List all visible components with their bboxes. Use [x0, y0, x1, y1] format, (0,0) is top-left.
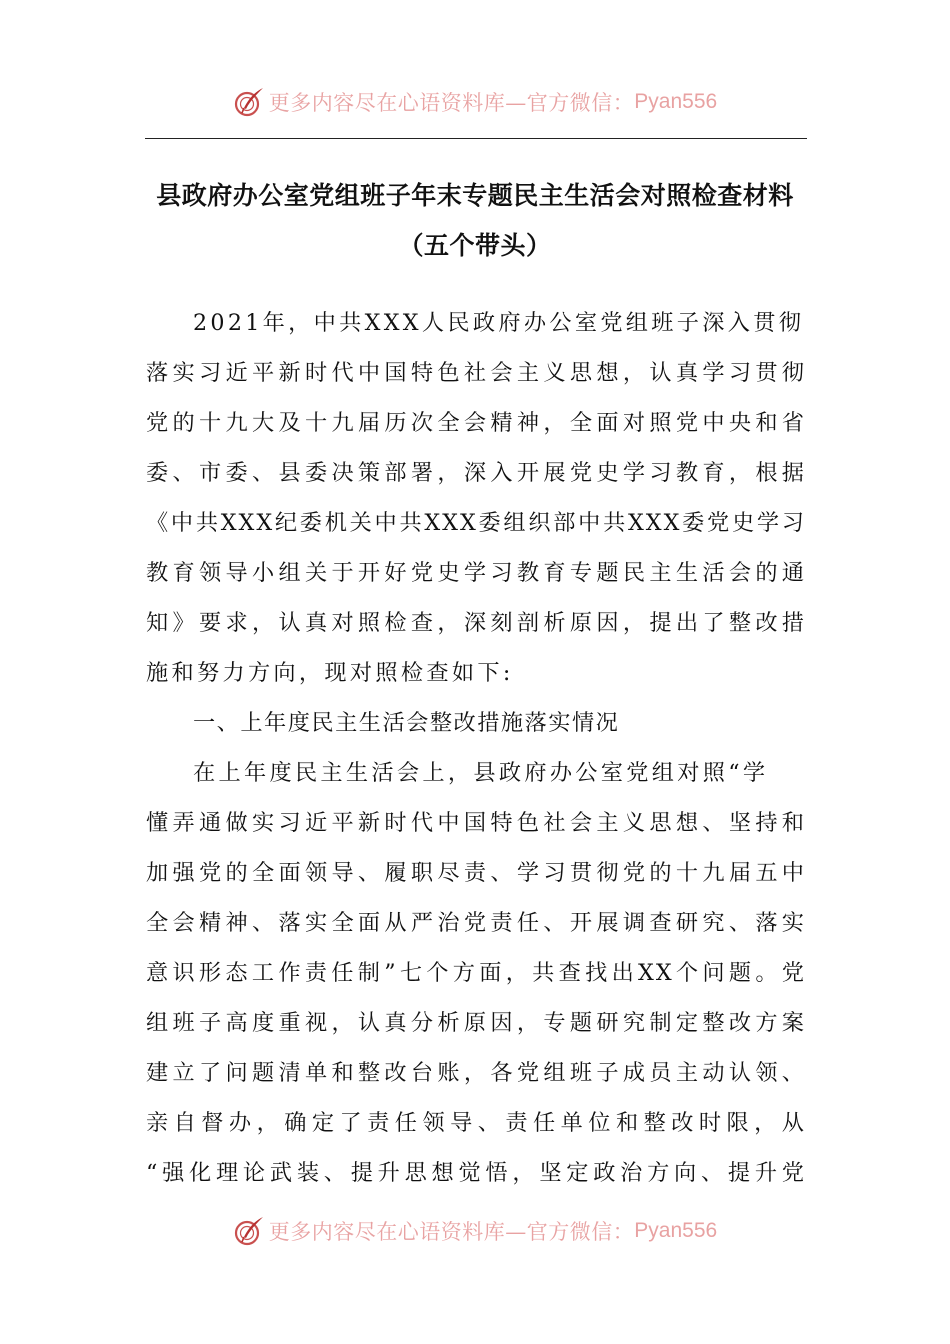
paragraph-line: 落实习近平新时代中国特色社会主义思想，认真学习贯彻: [146, 360, 806, 386]
paragraph-line: 组班子高度重视，认真分析原因，专题研究制定整改方案: [146, 1010, 806, 1036]
watermark-handle: Pyan556: [634, 1219, 718, 1242]
header-watermark: [0, 82, 950, 122]
watermark-text: 更多内容尽在心语资料库—官方微信：: [268, 1220, 635, 1244]
document-body: [146, 298, 806, 1198]
paragraph-line: 加强党的全面领导、履职尽责、学习贯彻党的十九届五中: [146, 860, 806, 886]
quill-logo-icon: [233, 86, 265, 118]
paragraph-line: 党的十九大及十九届历次全会精神，全面对照党中央和省: [146, 410, 806, 436]
paragraph-line: 意识形态工作责任制”七个方面，共查找出XX个问题。党: [146, 960, 806, 986]
paragraph-line: 教育领导小组关于开好党史学习教育专题民主生活会的通: [146, 560, 806, 586]
quill-logo-icon: [233, 1215, 265, 1247]
paragraph-line: 全会精神、落实全面从严治党责任、开展调查研究、落实: [146, 910, 806, 936]
paragraph-line: 建立了问题清单和整改台账，各党组班子成员主动认领、: [146, 1060, 806, 1086]
paragraph-line: 知》要求，认真对照检查，深刻剖析原因，提出了整改措: [146, 610, 806, 636]
paragraph-line: 《中共XXX纪委机关中共XXX委组织部中共XXX委党史学习: [146, 510, 806, 536]
paragraph-line: 在上年度民主生活会上，县政府办公室党组对照“学: [193, 760, 769, 786]
header-divider: [145, 138, 807, 139]
paragraph-line: “强化理论武装、提升思想觉悟，坚定政治方向、提升党: [146, 1160, 806, 1186]
paragraph-line: 施和努力方向，现对照检查如下:: [146, 660, 514, 686]
footer-watermark: [0, 1211, 950, 1251]
paragraph-line: 亲自督办，确定了责任领导、责任单位和整改时限，从: [146, 1110, 806, 1136]
paragraph-line: 委、市委、县委决策部署，深入开展党史学习教育，根据: [146, 460, 806, 486]
paragraph-line: 2021年，中共XXX人民政府办公室党组班子深入贯彻: [193, 310, 805, 336]
watermark-text: 更多内容尽在心语资料库—官方微信：: [268, 91, 635, 115]
document-subtitle: （五个带头）: [398, 231, 552, 260]
section-heading: 一、上年度民主生活会整改措施落实情况: [193, 710, 620, 736]
paragraph-line: 懂弄通做实习近平新时代中国特色社会主义思想、坚持和: [146, 810, 806, 836]
watermark-handle: Pyan556: [634, 90, 718, 113]
document-title: 县政府办公室党组班子年末专题民主生活会对照检查材料: [156, 181, 794, 210]
